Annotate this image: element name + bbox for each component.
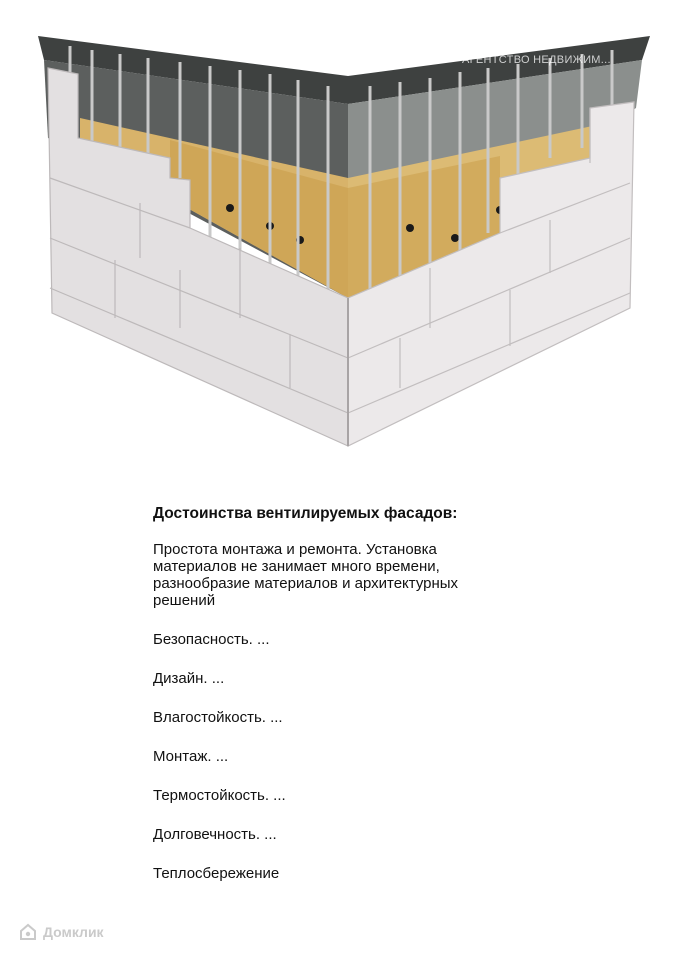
paragraph-line: Простота монтажа и ремонта. Установка [153,541,437,558]
section-heading: Достоинства вентилируемых фасадов: [153,505,458,522]
facade-advantages-text [153,505,573,904]
advantage-item: Дизайн. ... [153,670,225,687]
advantage-item: Теплосбережение [153,865,280,882]
paragraph-line: решений [153,592,216,609]
advantage-item: Безопасность. ... [153,631,270,648]
advantage-item: Долговечность. ... [153,826,277,843]
advantage-item: Влагостойкость. ... [153,709,283,726]
advantage-item: Термостойкость. ... [153,787,286,804]
house-logo-icon [18,922,38,942]
brand-name: Домклик [43,924,104,940]
intro-paragraph [153,541,573,609]
paragraph-line: разнообразие материалов и архитектурных [153,575,459,592]
advantage-item: Монтаж. ... [153,748,229,765]
image-watermark: АГЕНТСТВО НЕДВИЖИМ... [462,54,611,66]
paragraph-line: материалов не занимает много времени, [153,558,440,575]
ventilated-facade-illustration [30,28,660,468]
brand-watermark [18,922,104,942]
